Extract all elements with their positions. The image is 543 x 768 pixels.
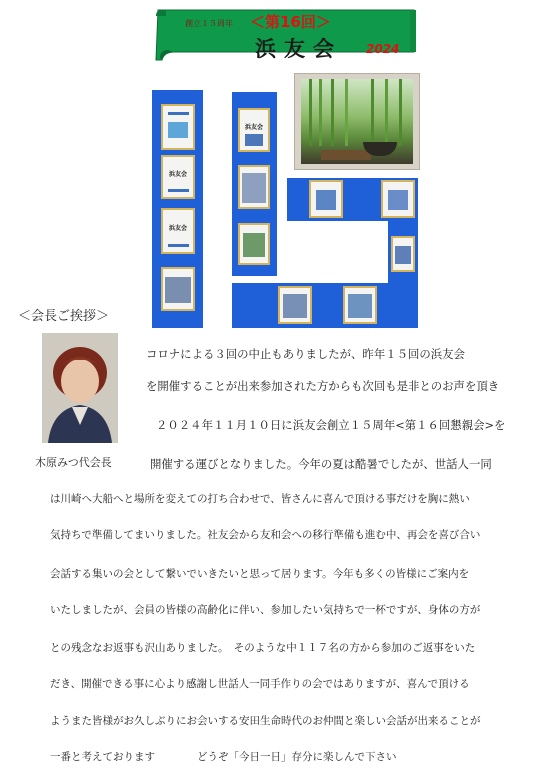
body-line: だき、開催できる事に心より感謝し世話人一同手作りの会ではありますが、喜んで頂ける — [50, 678, 470, 690]
body-line: 一番と考えております どうぞ「今日一日」存分に楽しんで下さい — [50, 751, 397, 763]
bamboo-photo — [294, 73, 420, 170]
chairperson-photo — [42, 333, 118, 443]
body-line: コロナによる３回の中止もありましたが、昨年１５回の浜友会 — [146, 347, 465, 361]
collage-thumbnail — [161, 267, 195, 311]
collage-thumbnail: 浜友会 — [161, 208, 195, 254]
title-banner — [152, 6, 420, 64]
collage-thumbnail — [161, 104, 195, 150]
body-line: 開催する運びとなりました。今年の夏は酷暑でしたが、世話人一同 — [150, 457, 492, 471]
collage-thumbnail: 浜友会 — [161, 155, 195, 199]
body-line: は川崎へ大船へと場所を変えての打ち合わせで、皆さんに喜んで頂ける事だけを胸に熱い — [50, 493, 470, 505]
collage-thumbnail — [343, 286, 377, 324]
banner-title: 浜友会 — [255, 36, 342, 61]
collage-thumbnail — [391, 236, 415, 272]
body-line: いたしましたが、会員の皆様の高齢化に伴い、参加したい気持ちで一杯ですが、身体の方が — [50, 604, 481, 616]
banner-edition: ＜第16回＞ — [250, 13, 331, 31]
collage-strip-bottom — [232, 283, 418, 328]
portrait-caption: 木原みつ代会長 — [35, 456, 112, 469]
body-line: 会話する集いの会として繋いでいきたいと思って居ります。今年も多くの皆様にご案内を — [50, 568, 470, 580]
body-line: 気持ちで準備してまいりました。社友会から友和会への移行準備も進む中、再会を喜び合い — [50, 529, 481, 541]
body-line: との残念なお返事も沢山ありました。 そのような中１１７名の方から参加のご返事をいた — [50, 642, 476, 654]
collage-thumbnail — [238, 223, 270, 265]
body-line: ２０２４年１１月１０日に浜友会創立１５周年<第１６回懇親会>を — [156, 418, 506, 432]
banner-year: 2024 — [366, 42, 400, 56]
body-line: ようまた皆様がお久しぶりにお会いする安田生命時代のお仲間と楽しい会話が出来ることが — [50, 715, 481, 727]
section-title: ＜会長ご挨拶＞ — [18, 309, 110, 324]
collage-thumbnail — [381, 180, 415, 218]
collage-thumbnail — [278, 286, 312, 324]
body-line: を開催することが出来参加された方からも次回も是非とのお声を頂き — [146, 379, 500, 393]
collage-thumbnail: 浜友会 — [238, 108, 270, 152]
collage-thumbnail — [238, 165, 270, 209]
collage-thumbnail — [309, 180, 343, 218]
banner-subtitle: 創立１５周年 — [185, 19, 233, 28]
